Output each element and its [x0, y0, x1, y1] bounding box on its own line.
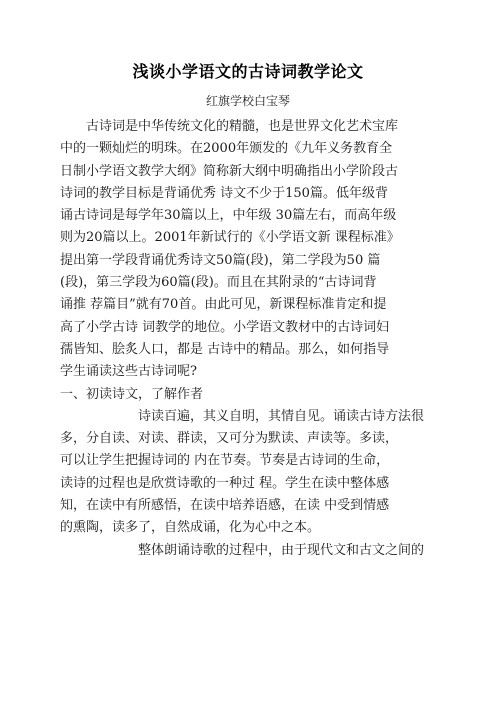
- paragraph-1: [60, 116, 436, 384]
- paragraph-line: 学生诵读这些古诗词呢?: [60, 364, 197, 380]
- paragraph-line: 高了小学古诗 词教学的地位。小学语文教材中的古诗词妇: [60, 319, 390, 335]
- paragraph-line: 的熏陶，读多了，自然成诵，化为心中之本。: [60, 520, 321, 536]
- paragraph-line: 诗读百遍，其义自明，其情自见。诵读古诗方法很: [138, 408, 425, 424]
- paragraph-line: 诵推 荐篇目”就有70首。由此可见，新课程标准肯定和提: [60, 297, 387, 313]
- paragraph-line: 知，在读中有所感悟，在读中培养语感，在读 中受到情感: [60, 498, 390, 514]
- paragraph-line: 诗词的教学目标是背诵优秀 诗文不少于150篇。低年级背: [60, 185, 388, 201]
- document-title: 浅谈小学语文的古诗词教学论文: [132, 62, 364, 81]
- paragraph-line: 读诗的过程也是欣赏诗歌的一种过 程。学生在读中整体感: [60, 475, 390, 491]
- document-body: [60, 116, 436, 562]
- paragraph-line: 诵古诗词是每学年30篇以上，中年级 30篇左右，而高年级: [60, 208, 397, 224]
- paragraph-2: [60, 406, 436, 540]
- paragraph-line: 多，分自读、对读、群读，又可分为默读、声读等。多读，: [60, 431, 399, 447]
- paragraph-line: 则为20篇以上。2001年新试行的《小学语文新 课程标准》: [60, 230, 400, 246]
- document-author: 红旗学校白宝琴: [205, 94, 290, 108]
- paragraph-line: 中的一颗灿烂的明珠。在2000年颁发的《九年义务教育全: [60, 141, 393, 157]
- paragraph-3: [60, 540, 436, 562]
- paragraph-line: 可以让学生把握诗词的 内在节奏。节奏是古诗词的生命，: [60, 453, 390, 469]
- paragraph-line: 提出第一学段背诵优秀诗文50篇(段)，第二学段为50 篇: [60, 252, 381, 268]
- paragraph-line: (段)，第三学段为60篇(段)。而且在其附录的“古诗词背: [60, 275, 377, 291]
- paragraph-line: 孺皆知、脍炙人口，都是 古诗中的精品。那么，如何指导: [60, 341, 390, 357]
- section-heading: 一、初读诗文，了解作者: [60, 386, 204, 402]
- paragraph-line: 日制小学语文教学大纲》简称新大纲中明确指出小学阶段古: [60, 163, 399, 179]
- paragraph-line: 整体朗诵诗歌的过程中，由于现代文和古文之间的: [138, 542, 425, 558]
- paragraph-line: 古诗词是中华传统文化的精髓，也是世界文化艺术宝库: [86, 119, 399, 134]
